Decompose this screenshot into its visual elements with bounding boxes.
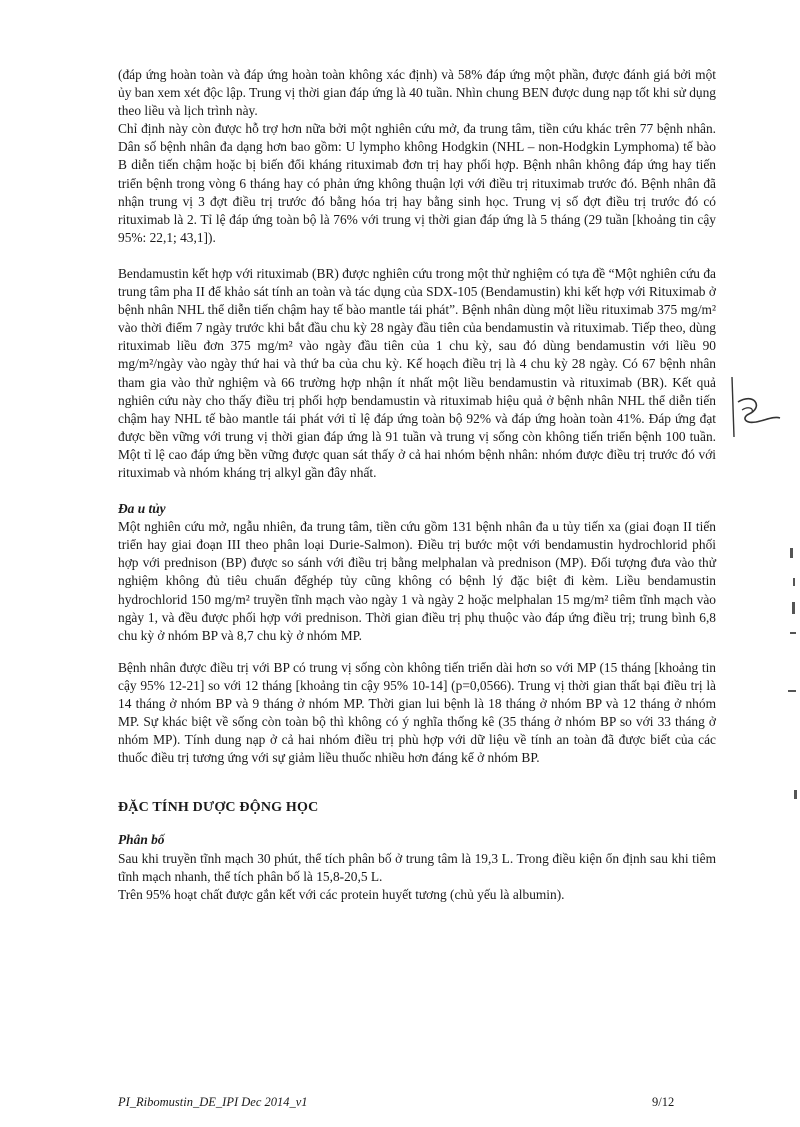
scan-artifact (790, 548, 793, 558)
subheading-distribution: Phân bố (118, 832, 165, 848)
scan-artifact (790, 632, 796, 634)
scan-artifact (793, 578, 795, 586)
paragraph-distribution-volume: Sau khi truyền tĩnh mạch 30 phút, thể tích phân bố ở trung tâm là 19,3 L. Trong điều kiện ổn định sau khi tiêm tĩnh mạch nhanh, thể tích phân bố là 15,8-20,5 L. (118, 850, 716, 884)
scan-artifact (788, 690, 796, 692)
paragraph-myeloma-results: Bệnh nhân được điều trị với BP có trung vị sống còn không tiến triển dài hơn so với MP (15 tháng [khoảng tin cậy 95% 12-21] so với 12 tháng [khoảng tin cậy 95% 10-14] (p=0,0566). Trung vị thời gian thất bại điều trị là 14 tháng ở nhóm BP và 9 tháng ở nhóm MP. Thời gian lui bệnh là 18 tháng ở nhóm BP và 12 tháng ở nhóm MP. Sự khác biệt về sống còn toàn bộ thì không có ý nghĩa thống kê (35 tháng ở nhóm BP so với 33 tháng ở nhóm MP). Tính dung nạp ở cả hai nhóm điều trị phù hợp với dữ liệu về tính an toàn đã được biết của các thuốc điều trị tương ứng với sự giảm liều thuốc nhiều hơn đáng kể ở nhóm BP. (118, 659, 716, 766)
handwritten-signature (724, 372, 784, 442)
scan-artifact (794, 790, 797, 799)
section-title-pharmacokinetics: ĐẶC TÍNH DƯỢC ĐỘNG HỌC (118, 800, 319, 816)
paragraph-protein-binding: Trên 95% hoạt chất được gắn kết với các protein huyết tương (chủ yếu là albumin). (118, 886, 565, 902)
paragraph-response-summary: (đáp ứng hoàn toàn và đáp ứng hoàn toàn không xác định) và 58% đáp ứng một phần, được đánh giá bởi một ủy ban xem xét độc lập. Trung vị thời gian đáp ứng là 40 tuần. Nhìn chung BEN được dung nạp tốt khi sử dụng theo liều và lịch trình này. (118, 67, 716, 119)
footer-page-number: 9/12 (652, 1095, 675, 1109)
subheading-multiple-myeloma: Đa u tủy (118, 501, 166, 517)
paragraph-supporting-study: Chỉ định này còn được hỗ trợ hơn nữa bởi một nghiên cứu mở, đa trung tâm, tiền cứu khác trên 77 bệnh nhân. Dân số bệnh nhân đa dạng hơn bao gồm: U lympho không Hodgkin (NHL – non-Hodgkin Lymphoma) tế bào B diễn tiến chậm hoặc bị biến đổi kháng rituximab đơn trị hay phối hợp. Bệnh nhân không đáp ứng hay tiến triển bệnh trong vòng 6 tháng hay có phản ứng không thuận lợi với điều trị rituximab trước đó. Bệnh nhân đã nhận trung vị 3 đợt điều trị trước đó bằng hóa trị hay bằng sinh học. Trung vị số đợt điều trị trước đó có rituximab là 2. Tỉ lệ đáp ứng toàn bộ là 76% với trung vị thời gian đáp ứng là 5 tháng (29 tuần [khoảng tin cậy 95%: 22,1; 43,1]). (118, 121, 716, 245)
document-body (118, 66, 716, 904)
paragraph-bendamustin-rituximab: Bendamustin kết hợp với rituximab (BR) được nghiên cứu trong một thử nghiệm có tựa đề “Một nghiên cứu đa trung tâm pha II để khảo sát tính an toàn và tác dụng của SDX-105 (Bendamustin) khi kết hợp với Rituximab ở bệnh nhân NHL thể diễn tiến chậm hay tế bào mantle tái phát”. Bệnh nhân dùng một liều rituximab 375 mg/m² vào thời điểm 7 ngày trước khi bắt đầu chu kỳ 28 ngày đầu tiên của bendamustin và rituximab. Tiếp theo, dùng rituximab liều đơn 375 mg/m² vào ngày đầu tiên của 1 chu kỳ, sau đó dùng bendamustin với liều 90 mg/m²/ngày vào ngày thứ hai và thứ ba của chu kỳ. Kế hoạch điều trị là 4 chu kỳ 28 ngày. Có 67 bệnh nhân tham gia vào thử nghiệm và 66 trường hợp nhận ít nhất một liều bendamustin và rituximab (BR). Kết quả nghiên cứu này cho thấy điều trị phối hợp bendamustin và rituximab hiệu quả ở bệnh nhân NHL thể diễn tiến chậm hay NHL tế bào mantle tái phát với tỉ lệ đáp ứng toàn bộ 92% và đáp ứng hoàn toàn 41%. Đáp ứng đạt được bền vững với trung vị thời gian đáp ứng là 91 tuần và trung vị sống còn không tiến triển bệnh 100 tuần. Một tỉ lệ cao đáp ứng bền vững được quan sát thấy ở cả hai nhóm bệnh nhân: nhóm được điều trị trước đó với rituximab và nhóm kháng trị alkyl gần đây nhất. (118, 265, 716, 480)
scan-artifact (792, 602, 795, 614)
paragraph-myeloma-study: Một nghiên cứu mở, ngẫu nhiên, đa trung tâm, tiền cứu gồm 131 bệnh nhân đa u tủy tiến xa (giai đoạn II tiến triển hay giai đoạn III theo phân loại Durie-Salmon). Điều trị bước một với bendamustin hydrochlorid phối hợp với prednison (BP) được so sánh với điều trị bằng melphalan và prednison (MP). Đối tượng đưa vào thử nghiệm không đủ tiêu chuẩn đểghép tủy cũng không có bệnh lý đặc biệt đi kèm. Liều bendamustin hydrochlorid 150 mg/m² truyền tĩnh mạch vào ngày 1 và ngày 2 hoặc melphalan 15 mg/m² tiêm tĩnh mạch vào ngày 1, và đều được phối hợp với prednison. Thời gian điều trị phụ thuộc vào đáp ứng điều trị; trung bình 6,8 chu kỳ ở nhóm BP và 8,7 chu kỳ ở nhóm MP. (118, 519, 716, 643)
footer-document-id: PI_Ribomustin_DE_IPI Dec 2014_v1 (118, 1095, 308, 1109)
